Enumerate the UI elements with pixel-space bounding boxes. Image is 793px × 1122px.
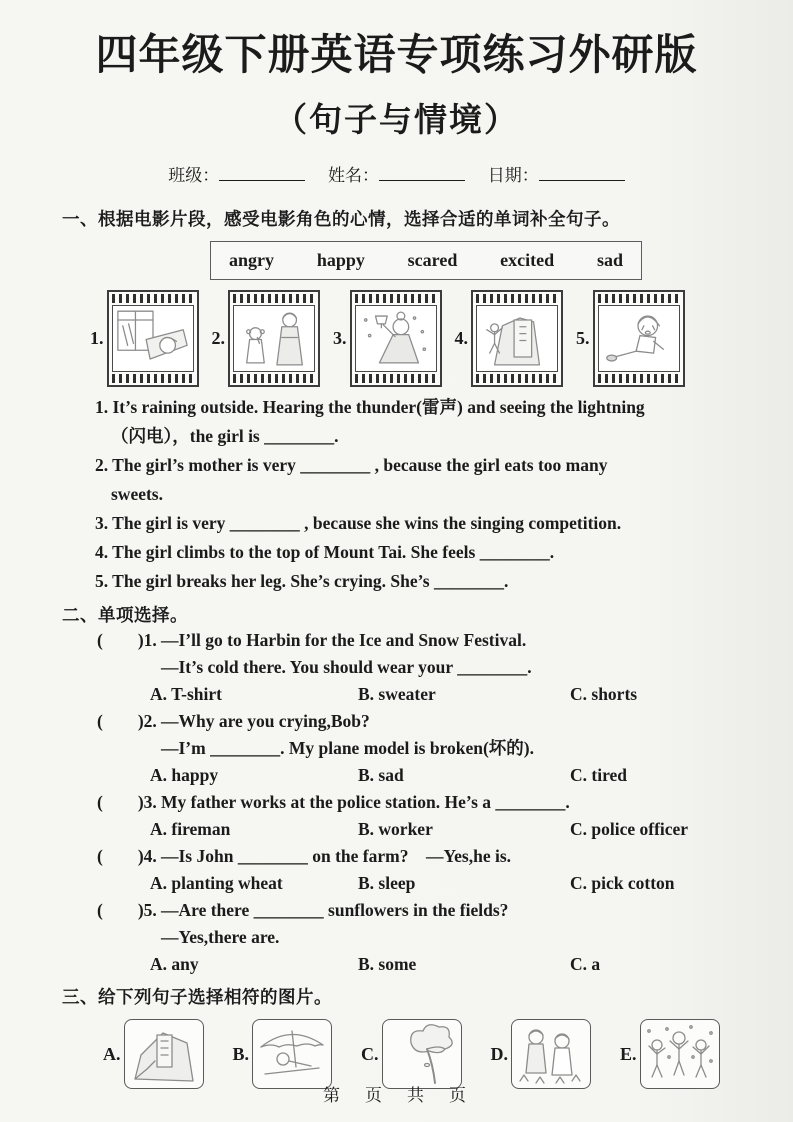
option-b: B. sweater xyxy=(358,684,436,704)
picture-item-b xyxy=(233,1019,333,1089)
matching-pictures-row xyxy=(103,1019,743,1089)
option-c: C. police officer xyxy=(570,819,689,839)
happy-girl-trophy-illustration xyxy=(355,305,437,372)
picture-number: 4. xyxy=(454,328,468,348)
option-c: C. a xyxy=(570,954,601,974)
options-row xyxy=(150,951,743,978)
film-sprocket-icon xyxy=(355,374,437,383)
film-sprocket-icon xyxy=(355,294,437,303)
options-row xyxy=(150,870,743,897)
option-a: A. T-shirt xyxy=(150,684,222,704)
page-title: 四年级下册英语专项练习外研版 xyxy=(95,31,698,78)
film-sprocket-icon xyxy=(112,294,194,303)
picture-label: A. xyxy=(103,1043,121,1064)
option-c: C. shorts xyxy=(570,684,638,704)
question-4 xyxy=(62,843,743,897)
option-a: A. fireman xyxy=(150,819,231,839)
girl-mount-tai-illustration xyxy=(476,305,558,372)
film-frame-1 xyxy=(107,290,199,387)
section2-heading: 二、单项选择。 xyxy=(62,605,188,625)
scared-girl-storm-illustration xyxy=(112,305,194,372)
sentence-line: sweets. xyxy=(111,484,163,504)
question-text: —It’s cold there. You should wear your ________. xyxy=(161,657,532,677)
class-field-blank xyxy=(219,165,305,181)
question-text: —Yes,there are. xyxy=(161,927,280,947)
picture-item-d xyxy=(491,1019,592,1089)
film-sprocket-icon xyxy=(112,374,194,383)
class-field xyxy=(168,166,305,185)
film-frame-2 xyxy=(228,290,320,387)
picture-number: 1. xyxy=(90,328,104,348)
question-text: My father works at the police station. He’s a ________. xyxy=(161,792,570,812)
film-sprocket-icon xyxy=(233,294,315,303)
options-row xyxy=(150,816,743,843)
picture-item-a xyxy=(103,1019,204,1089)
question-text: —Is John ________ on the farm? —Yes,he is. xyxy=(161,846,512,866)
word-bank-item: scared xyxy=(407,250,458,270)
worksheet-content xyxy=(0,206,793,1089)
answer-bracket: ( )5. xyxy=(97,900,157,920)
film-sprocket-icon xyxy=(598,374,680,383)
picture-item-e xyxy=(620,1019,720,1089)
film-item-3 xyxy=(333,290,442,387)
children-cheering-illustration xyxy=(640,1019,720,1089)
date-field xyxy=(488,166,625,185)
film-item-5 xyxy=(576,290,685,387)
film-frame-5 xyxy=(593,290,685,387)
picture-number: 2. xyxy=(211,328,225,348)
picture-label: B. xyxy=(232,1043,250,1064)
option-c: C. pick cotton xyxy=(570,873,675,893)
picture-number: 5. xyxy=(576,328,590,348)
film-sprocket-icon xyxy=(476,374,558,383)
section3-heading: 三、给下列句子选择相符的图片。 xyxy=(62,987,332,1007)
film-frame-3 xyxy=(350,290,442,387)
sentence-line: 2. The girl’s mother is very ________ , because the girl eats too many xyxy=(95,455,608,475)
sentence-line: 5. The girl breaks her leg. She’s crying. She’s ________. xyxy=(95,571,509,591)
section1-sentences xyxy=(62,393,743,596)
student-info-row xyxy=(0,161,793,186)
crying-girl-broken-leg-illustration xyxy=(598,305,680,372)
film-sprocket-icon xyxy=(233,374,315,383)
word-bank-item: excited xyxy=(500,250,555,270)
answer-bracket: ( )2. xyxy=(97,711,157,731)
answer-bracket: ( )1. xyxy=(97,630,157,650)
tree-illustration xyxy=(382,1019,462,1089)
question-3 xyxy=(62,789,743,843)
footer-page-label: 第 页 共 页 xyxy=(323,1086,470,1105)
question-text: —I’ll go to Harbin for the Ice and Snow Festival. xyxy=(161,630,527,650)
word-bank-item: angry xyxy=(229,250,274,270)
sentence-line: （闪电），the girl is ________. xyxy=(111,426,339,446)
question-5 xyxy=(62,897,743,978)
sentence-line: 1. It’s raining outside. Hearing the thunder(雷声) and seeing the lightning xyxy=(95,397,645,417)
word-bank-item: happy xyxy=(316,250,365,270)
section1-heading: 一、根据电影片段，感受电影角色的心情，选择合适的单词补全句子。 xyxy=(62,209,620,229)
answer-bracket: ( )3. xyxy=(97,792,157,812)
option-b: B. worker xyxy=(358,819,433,839)
question-text: —Are there ________ sunflowers in the fields? xyxy=(161,900,509,920)
film-item-4 xyxy=(455,290,564,387)
film-item-2 xyxy=(212,290,321,387)
date-field-label: 日期： xyxy=(487,166,539,185)
picture-number: 3. xyxy=(333,328,347,348)
picture-label: E. xyxy=(620,1043,637,1064)
page-subtitle: （句子与情境） xyxy=(274,101,519,138)
film-item-1 xyxy=(90,290,199,387)
film-sprocket-icon xyxy=(476,294,558,303)
answer-bracket: ( )4. xyxy=(97,846,157,866)
name-field xyxy=(328,166,465,185)
mount-tai-tablet-illustration xyxy=(124,1019,204,1089)
question-text: —Why are you crying,Bob? xyxy=(161,711,370,731)
elderly-couple-field-illustration xyxy=(511,1019,591,1089)
picture-label: D. xyxy=(490,1043,509,1064)
question-1 xyxy=(62,627,743,708)
option-a: A. happy xyxy=(150,765,219,785)
angry-mother-girl-illustration xyxy=(233,305,315,372)
sentence-line: 3. The girl is very ________ , because she wins the singing competition. xyxy=(95,513,622,533)
option-a: A. any xyxy=(150,954,199,974)
question-text: —I’m ________. My plane model is broken(坏的). xyxy=(161,738,535,758)
option-a: A. planting wheat xyxy=(150,873,283,893)
options-row xyxy=(150,762,743,789)
picture-item-c xyxy=(361,1019,462,1089)
film-strip-row xyxy=(90,290,743,387)
umbrella-rest-illustration xyxy=(252,1019,332,1089)
date-field-blank xyxy=(539,165,625,181)
options-row xyxy=(150,681,743,708)
picture-label: C. xyxy=(361,1043,379,1064)
sentence-line: 4. The girl climbs to the top of Mount Tai. She feels ________. xyxy=(95,542,555,562)
name-field-label: 姓名： xyxy=(328,166,379,185)
option-b: B. sad xyxy=(358,765,404,785)
option-c: C. tired xyxy=(570,765,628,785)
film-sprocket-icon xyxy=(598,294,680,303)
word-bank-box xyxy=(210,241,642,280)
word-bank-item: sad xyxy=(596,250,623,270)
name-field-blank xyxy=(379,165,465,181)
film-frame-4 xyxy=(471,290,563,387)
question-2 xyxy=(62,708,743,789)
class-field-label: 班级： xyxy=(168,166,220,185)
option-b: B. sleep xyxy=(358,873,416,893)
option-b: B. some xyxy=(358,954,417,974)
